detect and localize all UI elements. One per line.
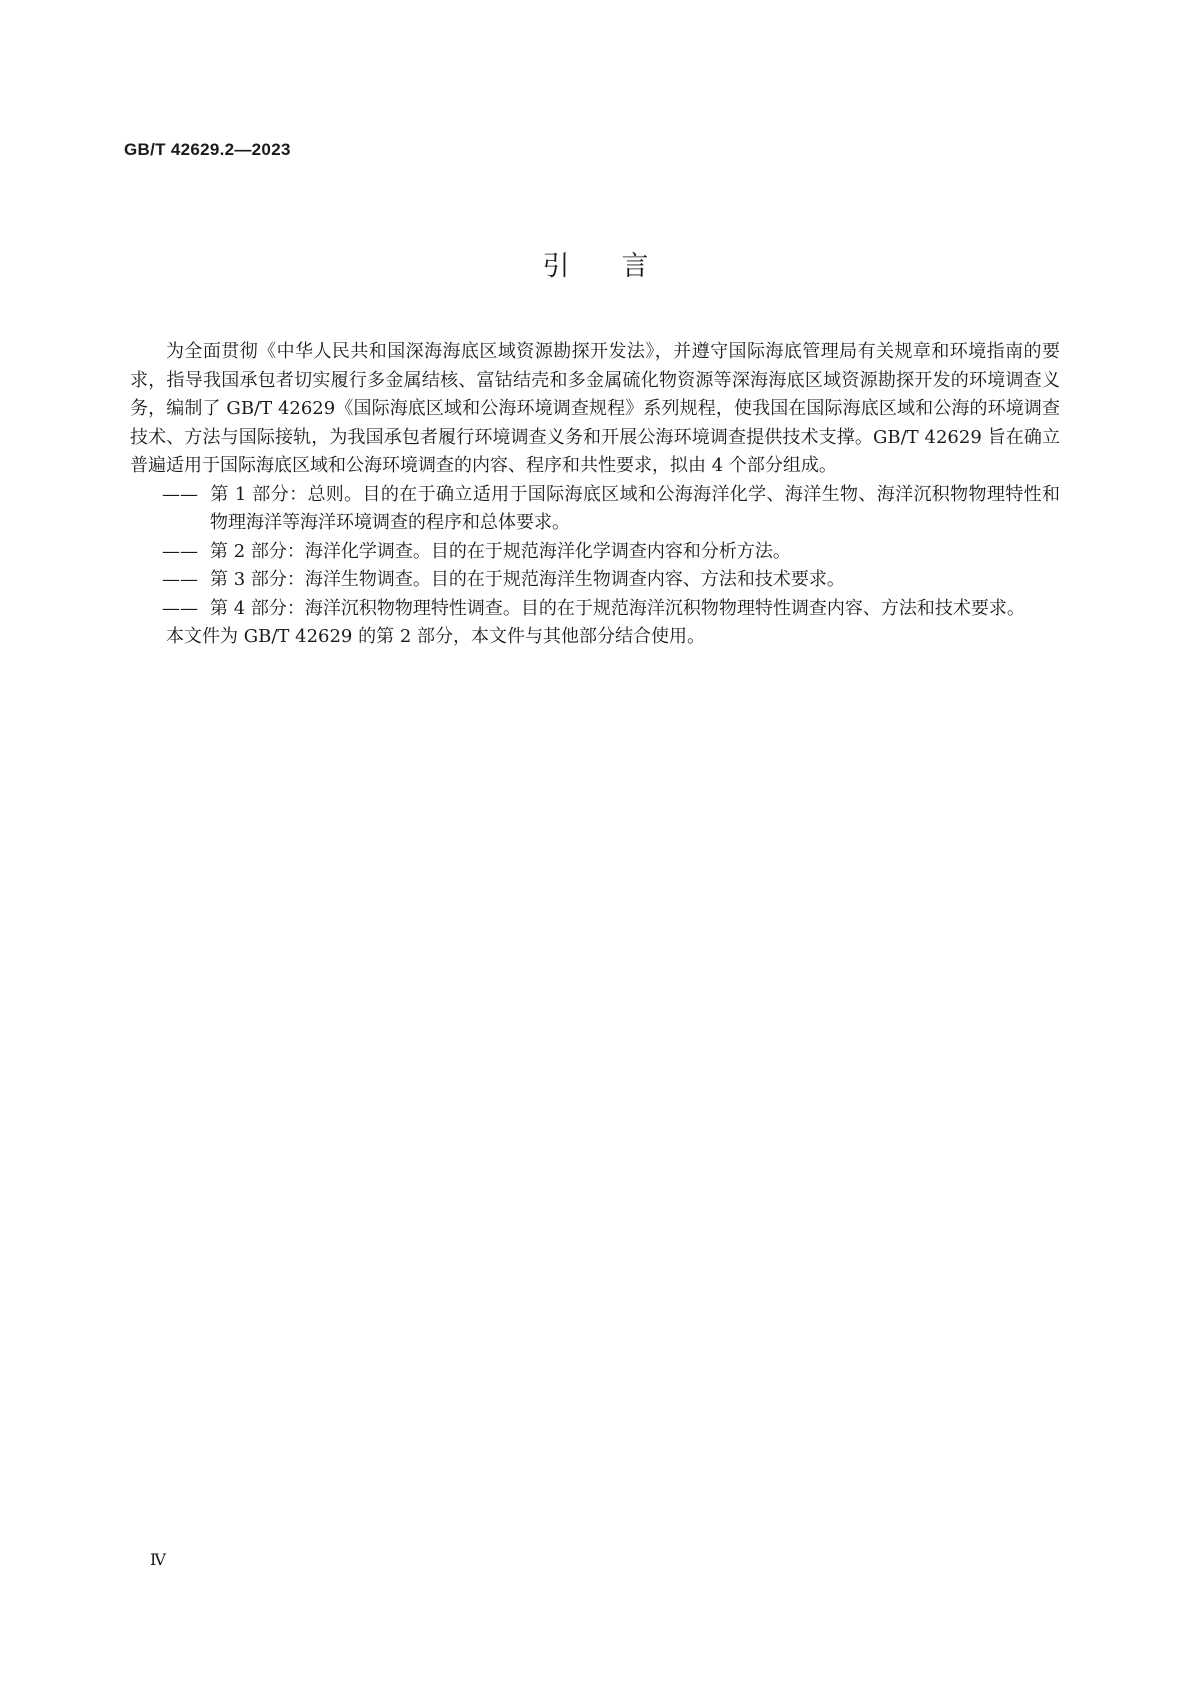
intro-paragraph: 为全面贯彻《中华人民共和国深海海底区域资源勘探开发法》，并遵守国际海底管理局有关规章和环境指南的要求，指导我国承包者切实履行多金属结核、富钴结壳和多金属硫化物资源等深海海底区域资源勘探开发的环境调查义务，编制了 GB/T 42629《国际海底区域和公海环境调查规程》系列规程，使我国在国际海底区域和公海的环境调查技术、方法与国际接轨，为我国承包者履行环境调查义务和开展公海环境调查提供技术支撑。GB/T 42629 旨在确立普遍适用于国际海底区域和公海环境调查的内容、程序和共性要求，拟由 4 个部分组成。	[130, 341, 1060, 476]
list-item-text: 第 1 部分：总则。目的在于确立适用于国际海底区域和公海海洋化学、海洋生物、海洋沉积物物理特性和物理海洋等海洋环境调查的程序和总体要求。	[210, 483, 1060, 533]
list-item-part-1	[130, 481, 1060, 538]
list-item-text: 第 3 部分：海洋生物调查。目的在于规范海洋生物调查内容、方法和技术要求。	[210, 569, 845, 590]
list-item-part-4	[130, 595, 1060, 624]
page-number: Ⅳ	[150, 1550, 166, 1569]
list-dash: ——	[162, 540, 198, 562]
page-title: 引言	[542, 251, 701, 282]
list-item-part-3	[130, 566, 1060, 595]
list-item-text: 第 4 部分：海洋沉积物物理特性调查。目的在于规范海洋沉积物物理特性调查内容、方法和技术要求。	[210, 597, 1025, 619]
document-code: GB/T 42629.2—2023	[124, 140, 291, 159]
list-dash: ——	[162, 597, 198, 619]
list-dash: ——	[162, 483, 198, 505]
body-content	[130, 338, 1060, 652]
list-item-part-2	[130, 538, 1060, 567]
list-item-text: 第 2 部分：海洋化学调查。目的在于规范海洋化学调查内容和分析方法。	[210, 540, 791, 562]
list-dash: ——	[162, 569, 198, 590]
closing-paragraph: 本文件为 GB/T 42629 的第 2 部分，本文件与其他部分结合使用。	[166, 626, 705, 647]
